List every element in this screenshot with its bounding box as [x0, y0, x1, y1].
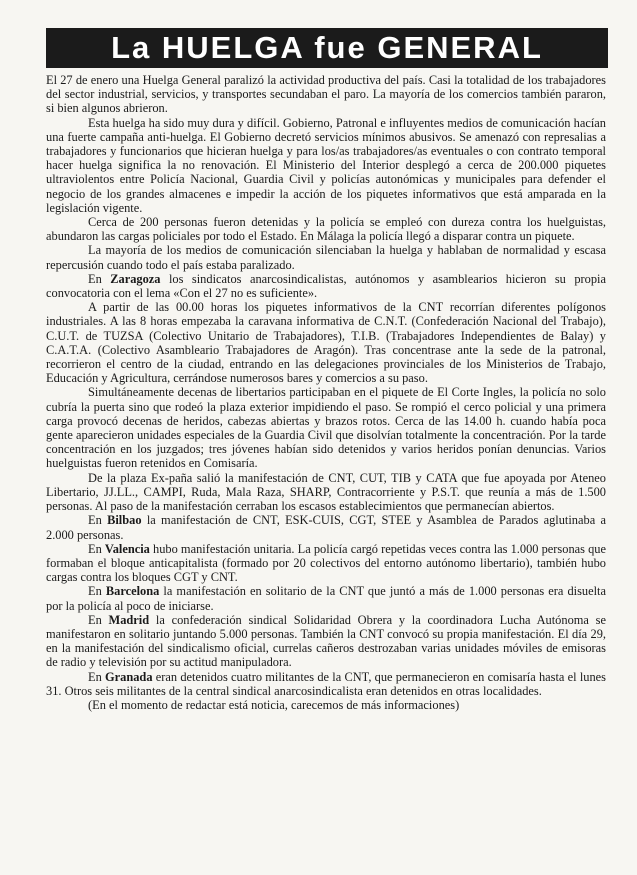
article-paragraph: [46, 471, 606, 514]
city-name: Barcelona: [105, 584, 160, 599]
paragraph-text: la confederación sindical Solidaridad Obrera y la coordinadora Lucha Autónoma se manifestaron en solitario juntando 5.000 personas. También la CNT convocó su propia manifestación. El día 29, en la manifestación del sindicalismo oficial, currelas cañeros destrozaban varias unidades móviles de emisoras de radio y televisión por su actitud manipuladora.: [46, 612, 606, 670]
paragraph-text: El 27 de enero una Huelga General paralizó la actividad productiva del país. Casi la totalidad de los trabajadores del sector industrial, servicios, y transportes secundaban el paro. La mayoría de los comercios también pararon, si bien algunos abrieron.: [46, 73, 606, 116]
paragraph-text: hubo manifestación unitaria. La policía cargó repetidas veces contra las 1.000 personas que formaban el bloque anticapitalista (formado por 20 colectivos del entorno autónomo libertario), también hubo cargas contra los bloques CGT y CNT.: [46, 541, 606, 585]
paragraph-text: En: [88, 584, 106, 599]
city-name: Zaragoza: [110, 271, 161, 286]
paragraph-text: Cerca de 200 personas fueron detenidas y la policía se empleó con dureza contra los huelguistas, abundaron las cargas policiales por todo el Estado. En Málaga la policía llegó a disparar contra un piquete.: [46, 215, 606, 244]
headline-banner: [46, 28, 608, 68]
city-name: Bilbao: [107, 513, 142, 528]
paragraph-text: En: [88, 271, 111, 286]
paragraph-text: De la plaza Ex-paña salió la manifestación de CNT, CUT, TIB y CATA que fue apoyada por Ateneo Libertario, JJ.LL., CAMPI, Ruda, Mala Raza, SHARP, Contracorriente y P.S.T. que reunía a más de 1.500 personas. Al paso de la manifestación cerraban los escasos establecimientos que permanecían abiertos.: [46, 470, 606, 514]
article-paragraph: [46, 698, 606, 712]
article-paragraph: [46, 385, 606, 470]
article-body: [46, 73, 606, 712]
paragraph-text: La mayoría de los medios de comunicación silenciaban la huelga y hablaban de normalidad y escasa repercusión cuando todo el país estaba paralizado.: [46, 243, 606, 272]
article-paragraph: [46, 513, 606, 541]
article-paragraph: [46, 584, 606, 612]
article-paragraph: [46, 613, 606, 670]
paragraph-text: En: [88, 669, 106, 684]
article-paragraph: [46, 215, 606, 243]
paragraph-text: A partir de las 00.00 horas los piquetes informativos de la CNT recorrían diferentes polígonos industriales. A las 8 horas empezaba la caravana informativa de C.N.T. (Confederación Nacional del Trabajo), C.U.T. de TUZSA (Colectivo Unitario de Trabajadores), T.I.B. (Trabajadores Independientes de Balay) y C.A.T.A. (Colectivo Asambleario Trabajadores de Aragón). Tras concentrase ante la sede de la patronal, recorrieron el centro de la ciudad, entrando en las delegaciones provinciales de los Ministerios de Trabajo, Educación y Agricultura, cerrándose numerosos bares y comercios a su paso.: [46, 300, 606, 386]
paragraph-text: En: [88, 541, 105, 556]
paragraph-text: la manifestación en solitario de la CNT que juntó a más de 1.000 personas era disuelta por la policía al poco de iniciarse.: [46, 584, 606, 613]
city-name: Valencia: [104, 541, 150, 556]
headline: La HUELGA fue GENERAL: [111, 30, 543, 65]
paragraph-text: los sindicatos anarcosindicalistas, autónomos y asamblearios hicieron su propia convocatoria con el lema «Con el 27 no es suficiente».: [46, 271, 606, 301]
article-paragraph: [46, 73, 606, 116]
paragraph-text: Esta huelga ha sido muy dura y difícil. Gobierno, Patronal e influyentes medios de comunicación hacían una fuerte campaña anti-huelga. El Gobierno decretó servicios mínimos abusivos. Se amenazó con represalias a trabajadores y funcionarios que hicieran huelga y para los/as trabajadores/as eventuales o con contrato temporal hacer huelga significa la no renovación. El Ministerio del Interior desplegó a cerca de 200.000 piquetes ultraviolentos entre Policía Nacional, Guardia Civil y policías autonómicas y municipales para defender el negocio de los grandes almacenes e impedir la acción de los piquetes informativos que está amparada en la legislación vigente.: [46, 115, 606, 215]
article-paragraph: [46, 116, 606, 215]
city-name: Granada: [105, 669, 153, 684]
article-paragraph: [46, 670, 606, 698]
paragraph-text: la manifestación de CNT, ESK-CUIS, CGT, STEE y Asamblea de Parados aglutinaba a 2.000 personas.: [46, 513, 606, 542]
article-paragraph: [46, 243, 606, 271]
paragraph-text: En: [88, 513, 108, 528]
paragraph-text: Simultáneamente decenas de libertarios participaban en el piquete de El Corte Ingles, la policía no solo cubría la puerta sino que rodeó la plaza exterior impidiendo el paso. Se rompió el cerco policial y una primera carga provocó decenas de heridos, cabezas abiertas y brazos rotos. Cerca de las 14.00 h. cuando había poca gente aparecieron unidades especiales de la Guardia Civil que disolvían totalmente la concentración. Por la tarde concentración en los juzgados; tres jóvenes habían sido detenidos y varios heridos ponían denuncias. Varios huelguistas fueron retenidos en Comisaría.: [46, 385, 606, 471]
article-paragraph: [46, 300, 606, 385]
city-name: Madrid: [108, 612, 150, 627]
article-paragraph: [46, 272, 606, 300]
paragraph-text: eran detenidos cuatro militantes de la CNT, que permanecieron en comisaría hasta el lunes 31. Otros seis militantes de la central sindical anarcosindicalista eran detenidos en otras localidades.: [46, 669, 606, 698]
paragraph-text: En: [88, 612, 109, 627]
article-paragraph: [46, 542, 606, 585]
paragraph-text: (En el momento de redactar está noticia, carecemos de más informaciones): [88, 697, 460, 712]
